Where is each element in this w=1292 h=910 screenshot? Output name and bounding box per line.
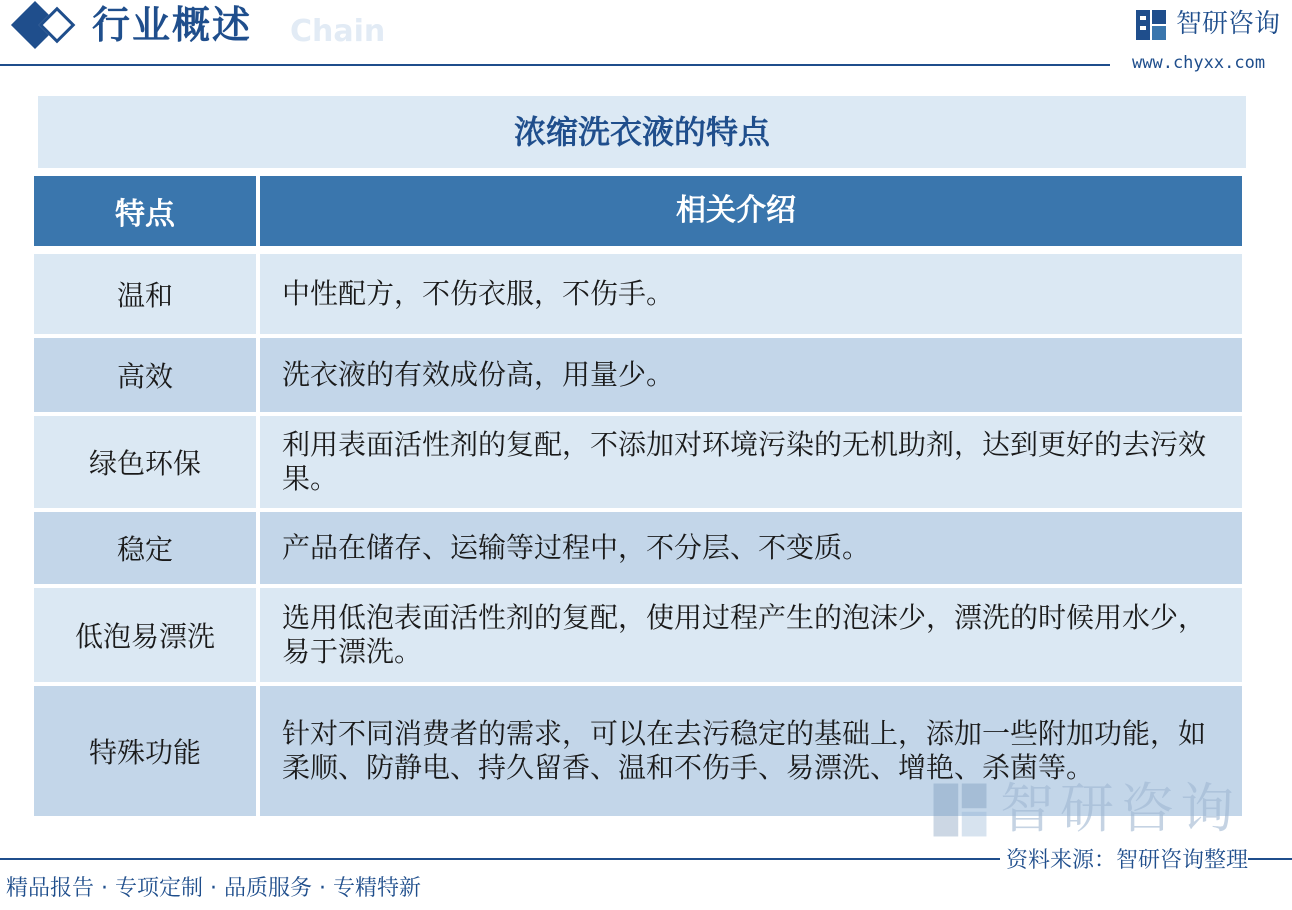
header-divider	[0, 64, 1110, 66]
brand-name: 智研咨询	[1176, 9, 1281, 39]
description-cell: 产品在储存、运输等过程中，不分层、不变质。	[260, 512, 1242, 584]
table-row	[34, 416, 1242, 508]
table-row	[34, 338, 1242, 412]
brand-url: www.chyxx.com	[1132, 53, 1266, 73]
watermark-logo-icon	[930, 780, 990, 840]
features-table	[34, 176, 1242, 820]
feature-cell: 特殊功能	[34, 686, 256, 816]
brand-logo-icon	[1134, 8, 1168, 42]
page-title: 行业概述	[92, 3, 253, 47]
description-cell: 针对不同消费者的需求，可以在去污稳定的基础上，添加一些附加功能，如柔顺、防静电、持久留香、温和不伤手、易漂洗、增艳、杀菌等。	[260, 686, 1242, 816]
watermark-text: 智研咨询	[1000, 777, 1240, 840]
feature-cell: 高效	[34, 338, 256, 412]
column-header-description: 相关介绍	[260, 176, 1242, 246]
description-cell: 中性配方，不伤衣服，不伤手。	[260, 254, 1242, 334]
table-row	[34, 512, 1242, 584]
feature-cell: 绿色环保	[34, 416, 256, 508]
feature-cell: 温和	[34, 254, 256, 334]
feature-cell: 稳定	[34, 512, 256, 584]
footer-slogan: 精品报告 · 专项定制 · 品质服务 · 专精特新	[6, 876, 421, 901]
column-header-feature: 特点	[34, 176, 256, 246]
table-header-row	[34, 176, 1242, 246]
footer-source: 资料来源：智研咨询整理	[1000, 846, 1248, 876]
page-header	[0, 0, 1292, 73]
header-ghost-text: Chain	[290, 14, 386, 49]
table-title: 浓缩洗衣液的特点	[513, 113, 770, 151]
description-cell: 选用低泡表面活性剂的复配，使用过程产生的泡沫少，漂洗的时候用水少，易于漂洗。	[260, 588, 1242, 682]
description-cell: 利用表面活性剂的复配，不添加对环境污染的无机助剂，达到更好的去污效果。	[260, 416, 1242, 508]
table-row	[34, 588, 1242, 682]
feature-cell: 低泡易漂洗	[34, 588, 256, 682]
table-title-band	[38, 96, 1246, 168]
table-row	[34, 254, 1242, 334]
description-cell: 洗衣液的有效成份高，用量少。	[260, 338, 1242, 412]
